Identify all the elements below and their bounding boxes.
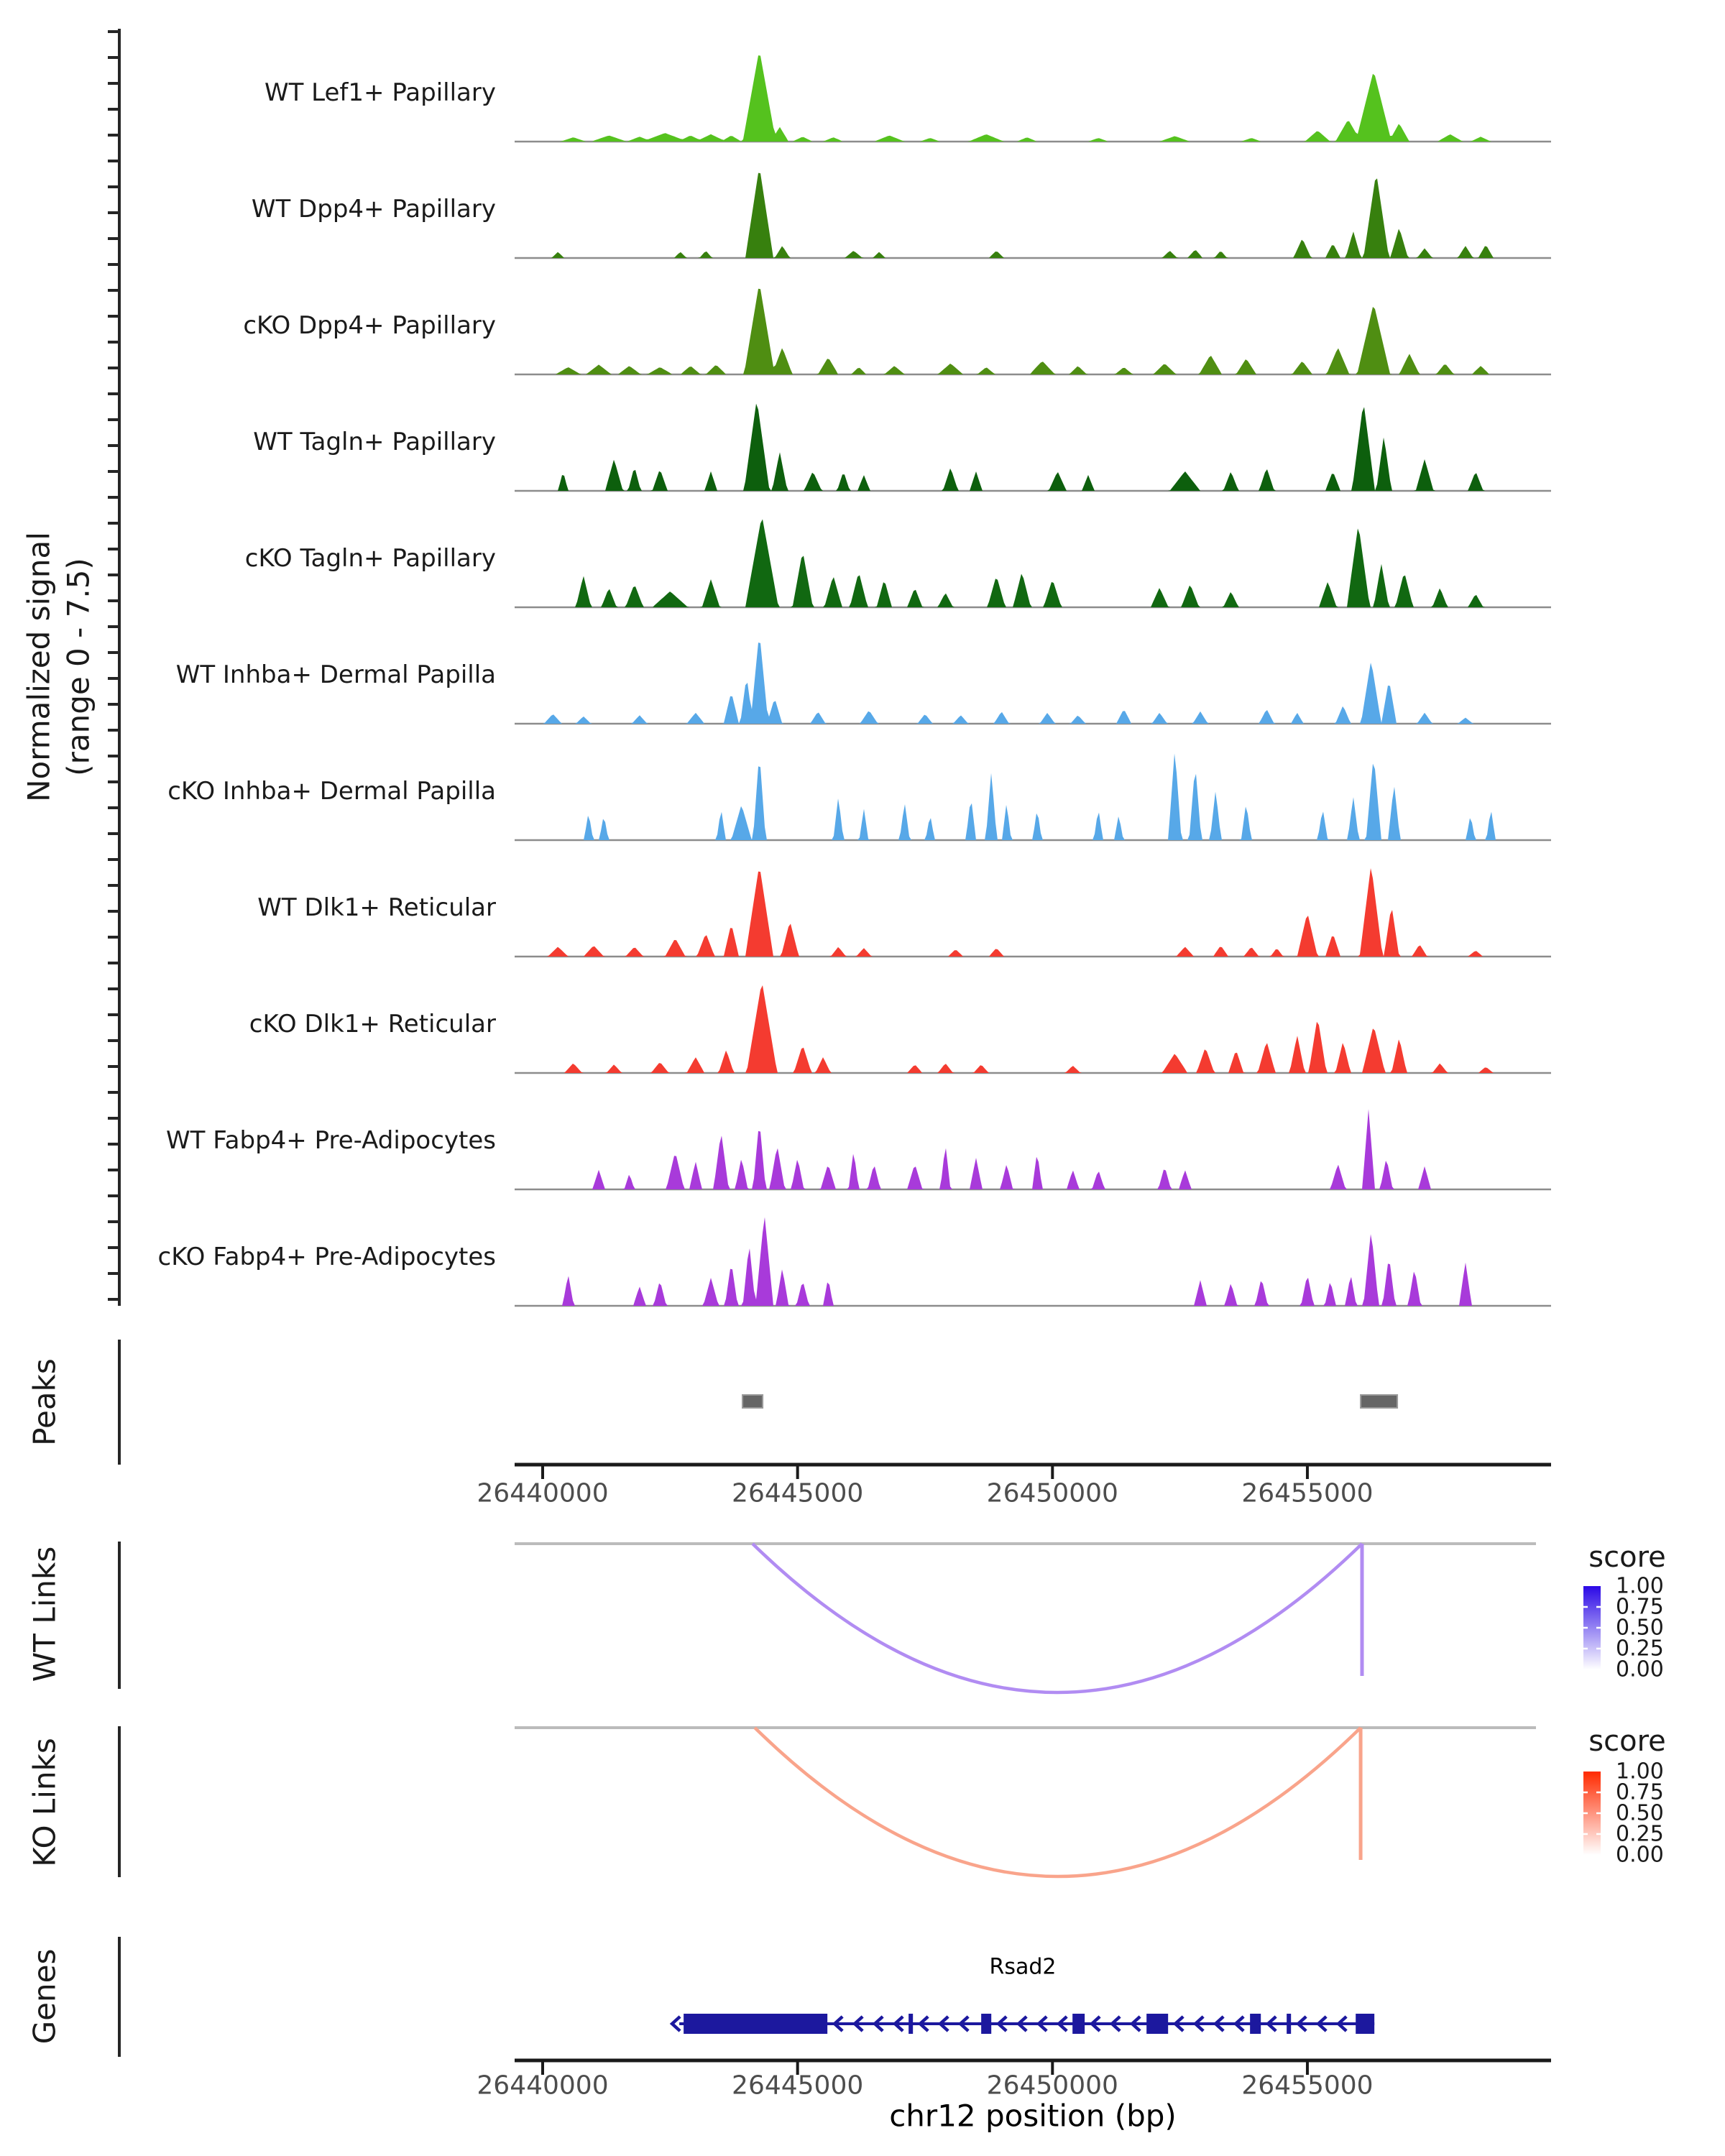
peak-region (742, 1395, 763, 1408)
wt-score-legend-label: 0.25 (1616, 1636, 1664, 1662)
track-signal (515, 754, 1551, 841)
wt-links-section-label: WT Links (27, 1546, 63, 1682)
wt-score-legend-label: 0.00 (1616, 1657, 1664, 1682)
genes-section-label: Genes (27, 1948, 63, 2045)
track-signal (515, 55, 1551, 142)
track-label: WT Fabp4+ Pre-Adipocytes (166, 1126, 496, 1155)
middle-axis-tick-label: 26450000 (986, 1478, 1118, 1508)
track-signal (515, 404, 1551, 491)
track-label: WT Inhba+ Dermal Papilla (175, 660, 496, 689)
gene-exon (1146, 2014, 1168, 2034)
middle-axis-tick-label: 26440000 (477, 1478, 609, 1508)
gene-strand-arrow (672, 2017, 680, 2031)
ko-score-legend-label: 0.75 (1616, 1779, 1664, 1805)
peak-region (1361, 1395, 1397, 1408)
track-signal (515, 985, 1551, 1073)
track-label: cKO Dpp4+ Papillary (243, 311, 496, 340)
track-signal (515, 520, 1551, 608)
track-signal (515, 1109, 1551, 1189)
track-signal (515, 289, 1551, 374)
y-axis-title-line2: (range 0 - 7.5) (60, 558, 96, 776)
ko-score-legend-label: 0.25 (1616, 1821, 1664, 1847)
track-label: cKO Fabp4+ Pre-Adipocytes (157, 1243, 496, 1271)
x-axis-title: chr12 position (bp) (889, 2098, 1177, 2134)
ko-score-legend-label: 1.00 (1616, 1759, 1664, 1784)
gene-exon (908, 2014, 913, 2034)
track-label: WT Tagln+ Papillary (253, 428, 496, 456)
gene-exon (1356, 2014, 1374, 2034)
track-label: cKO Tagln+ Papillary (244, 544, 496, 573)
middle-axis-tick-label: 26455000 (1241, 1478, 1374, 1508)
track-signal (515, 642, 1551, 724)
bottom-axis-tick-label: 26455000 (1241, 2070, 1374, 2101)
bottom-axis-tick-label: 26440000 (477, 2070, 609, 2101)
track-label: WT Dpp4+ Papillary (251, 195, 496, 224)
track-signal (515, 173, 1551, 258)
gene-exon (1072, 2014, 1085, 2034)
bottom-axis-tick-label: 26450000 (986, 2070, 1118, 2101)
ko-links-section-label: KO Links (27, 1738, 63, 1867)
ko-score-legend-title: score (1588, 1725, 1666, 1758)
ko-score-legend-label: 0.00 (1616, 1842, 1664, 1868)
track-label: WT Lef1+ Papillary (264, 78, 496, 107)
gene-exon (1250, 2014, 1261, 2034)
peaks-section-label: Peaks (27, 1358, 63, 1446)
track-label: cKO Inhba+ Dermal Papilla (167, 777, 496, 806)
gene-name-label: Rsad2 (989, 1954, 1057, 1980)
track-label: WT Dlk1+ Reticular (257, 893, 496, 922)
bottom-axis-tick-label: 26445000 (732, 2070, 864, 2101)
track-signal (515, 1217, 1551, 1306)
wt-score-legend-label: 0.75 (1616, 1594, 1664, 1620)
middle-axis-tick-label: 26445000 (732, 1478, 864, 1508)
ko-link-arc (755, 1728, 1361, 1876)
track-signal (515, 868, 1551, 957)
wt-score-legend-label: 1.00 (1616, 1573, 1664, 1599)
gene-exon (981, 2014, 991, 2034)
wt-score-legend-label: 0.50 (1616, 1615, 1664, 1641)
track-label: cKO Dlk1+ Reticular (249, 1010, 496, 1038)
ko-score-legend-label: 0.50 (1616, 1800, 1664, 1826)
y-axis-title-line1: Normalized signal (21, 532, 57, 802)
gene-exon (684, 2014, 827, 2034)
y-axis-title (19, 532, 98, 802)
wt-link-arc (753, 1544, 1362, 1692)
gene-exon (1287, 2014, 1291, 2034)
wt-score-legend-title: score (1588, 1541, 1666, 1574)
